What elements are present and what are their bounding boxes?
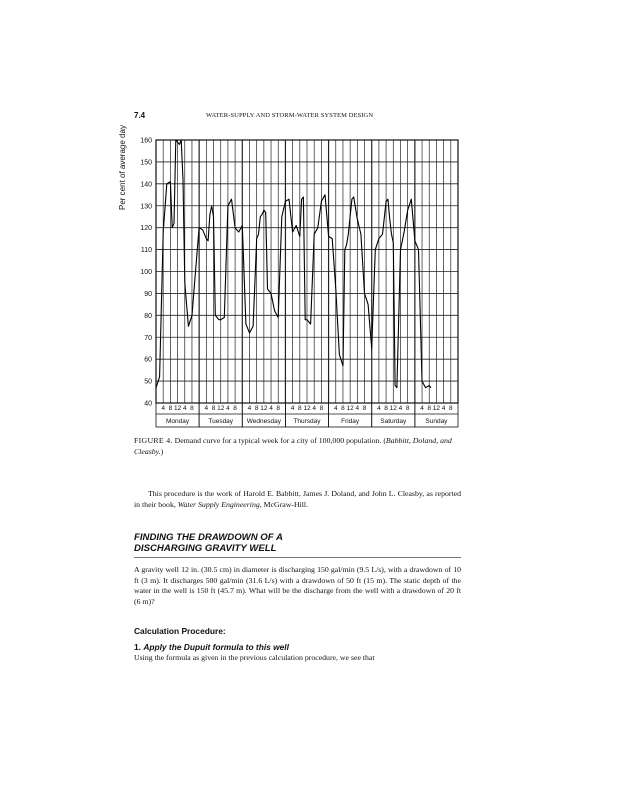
hour-tick-label: 12	[346, 405, 354, 412]
hour-tick-label: 4	[377, 405, 381, 412]
hour-tick-label: 12	[260, 405, 268, 412]
day-label: Sunday	[425, 418, 448, 425]
figure-credit: Babbitt, Doland, and Cleasby.	[134, 436, 452, 456]
day-label: Tuesday	[208, 418, 234, 425]
section-title: FINDING THE DRAWDOWN OF A DISCHARGING GRAVITY WELL	[134, 532, 461, 558]
y-tick-label: 110	[140, 247, 152, 255]
figure-text: Demand curve for a typical week for a city of 100,000 population. (	[172, 436, 386, 445]
paragraph-problem: A gravity well 12 in. (30.5 cm) in diameter is discharging 150 gal/min (9.5 L/s), with a drawdown of 10 ft (3 m). It discharges 500 gal/min (31.6 L/s) with a drawdown of 50 ft (15 m). The static depth of the water in the well is 150 ft (45.7 m). What will be the discharge from the well with a drawdown of 20 ft (6 m)?	[134, 565, 461, 606]
hour-tick-label: 8	[190, 405, 194, 412]
paragraph-step-1: Using the formula as given in the previous calculation procedure, we see that	[134, 653, 375, 662]
y-tick-label: 40	[144, 400, 152, 408]
day-label: Thursday	[293, 418, 321, 425]
day-label: Saturday	[380, 418, 407, 425]
hour-tick-label: 4	[226, 405, 230, 412]
y-tick-label: 160	[140, 137, 152, 145]
y-tick-label: 70	[144, 334, 152, 342]
y-tick-label: 100	[140, 269, 152, 276]
running-title: WATER-SUPPLY AND STORM-WATER SYSTEM DESIGN	[206, 112, 374, 119]
day-label: Wednesday	[246, 418, 281, 425]
hour-tick-label: 4	[441, 405, 446, 412]
hour-tick-label: 8	[362, 405, 367, 412]
y-tick-label: 90	[144, 290, 152, 298]
figure-caption: FIGURE 4. Demand curve for a typical week for a city of 100,000 population. (Babbitt, Doland, and Cleasby.)	[134, 436, 452, 456]
y-tick-label: 150	[140, 159, 152, 167]
hour-tick-label: 12	[173, 405, 182, 412]
hour-tick-label: 8	[319, 405, 324, 412]
hour-tick-label: 8	[233, 405, 237, 412]
hour-tick-label: 8	[168, 405, 173, 412]
figure-label: FIGURE 4.	[134, 436, 173, 445]
hour-tick-label: 4	[420, 405, 424, 412]
hour-tick-label: 4	[312, 405, 317, 412]
hour-tick-label: 8	[427, 405, 432, 412]
hour-tick-label: 12	[303, 405, 311, 412]
y-tick-label: 140	[140, 181, 152, 189]
hour-tick-label: 8	[297, 405, 302, 412]
day-label: Monday	[166, 418, 190, 425]
y-tick-label: 130	[140, 203, 152, 211]
hour-tick-label: 4	[290, 405, 295, 412]
hour-tick-label: 8	[254, 405, 259, 412]
demand-curve-line	[156, 140, 431, 388]
y-tick-label: 60	[144, 356, 152, 364]
day-label: Friday	[341, 418, 360, 425]
hour-tick-label: 4	[247, 405, 252, 412]
hour-tick-label: 8	[276, 405, 281, 412]
hour-tick-label: 8	[448, 405, 453, 412]
paragraph-intro: This procedure is the work of Harold E. Babbitt, James J. Doland, and John L. Cleasby, as reported in their book, Water Supply Engineering, McGraw-Hill.	[134, 489, 461, 509]
book-title: Water Supply Engineering	[177, 499, 260, 509]
y-tick-label: 50	[144, 378, 152, 386]
step-1-heading: 1. Apply the Dupuit formula to this well	[134, 642, 289, 652]
hour-tick-label: 8	[405, 405, 410, 412]
hour-tick-label: 8	[211, 405, 216, 412]
hour-tick-label: 4	[398, 405, 403, 412]
y-tick-label: 80	[144, 312, 152, 320]
hour-tick-label: 12	[389, 405, 397, 412]
hour-tick-label: 8	[384, 405, 388, 412]
hour-tick-label: 4	[161, 405, 166, 412]
calc-heading: Calculation Procedure:	[134, 626, 226, 636]
hour-tick-label: 4	[269, 405, 273, 412]
y-axis-label: Per cent of average day	[118, 125, 127, 210]
hour-tick-label: 12	[432, 405, 441, 412]
hour-tick-label: 8	[341, 405, 345, 412]
page-number: 7.4	[134, 111, 146, 120]
hour-tick-label: 4	[333, 405, 338, 412]
y-tick-label: 120	[140, 225, 152, 233]
hour-tick-label: 4	[355, 405, 360, 412]
hour-tick-label: 4	[182, 405, 187, 412]
hour-tick-label: 12	[217, 405, 225, 412]
hour-tick-label: 4	[204, 405, 209, 412]
